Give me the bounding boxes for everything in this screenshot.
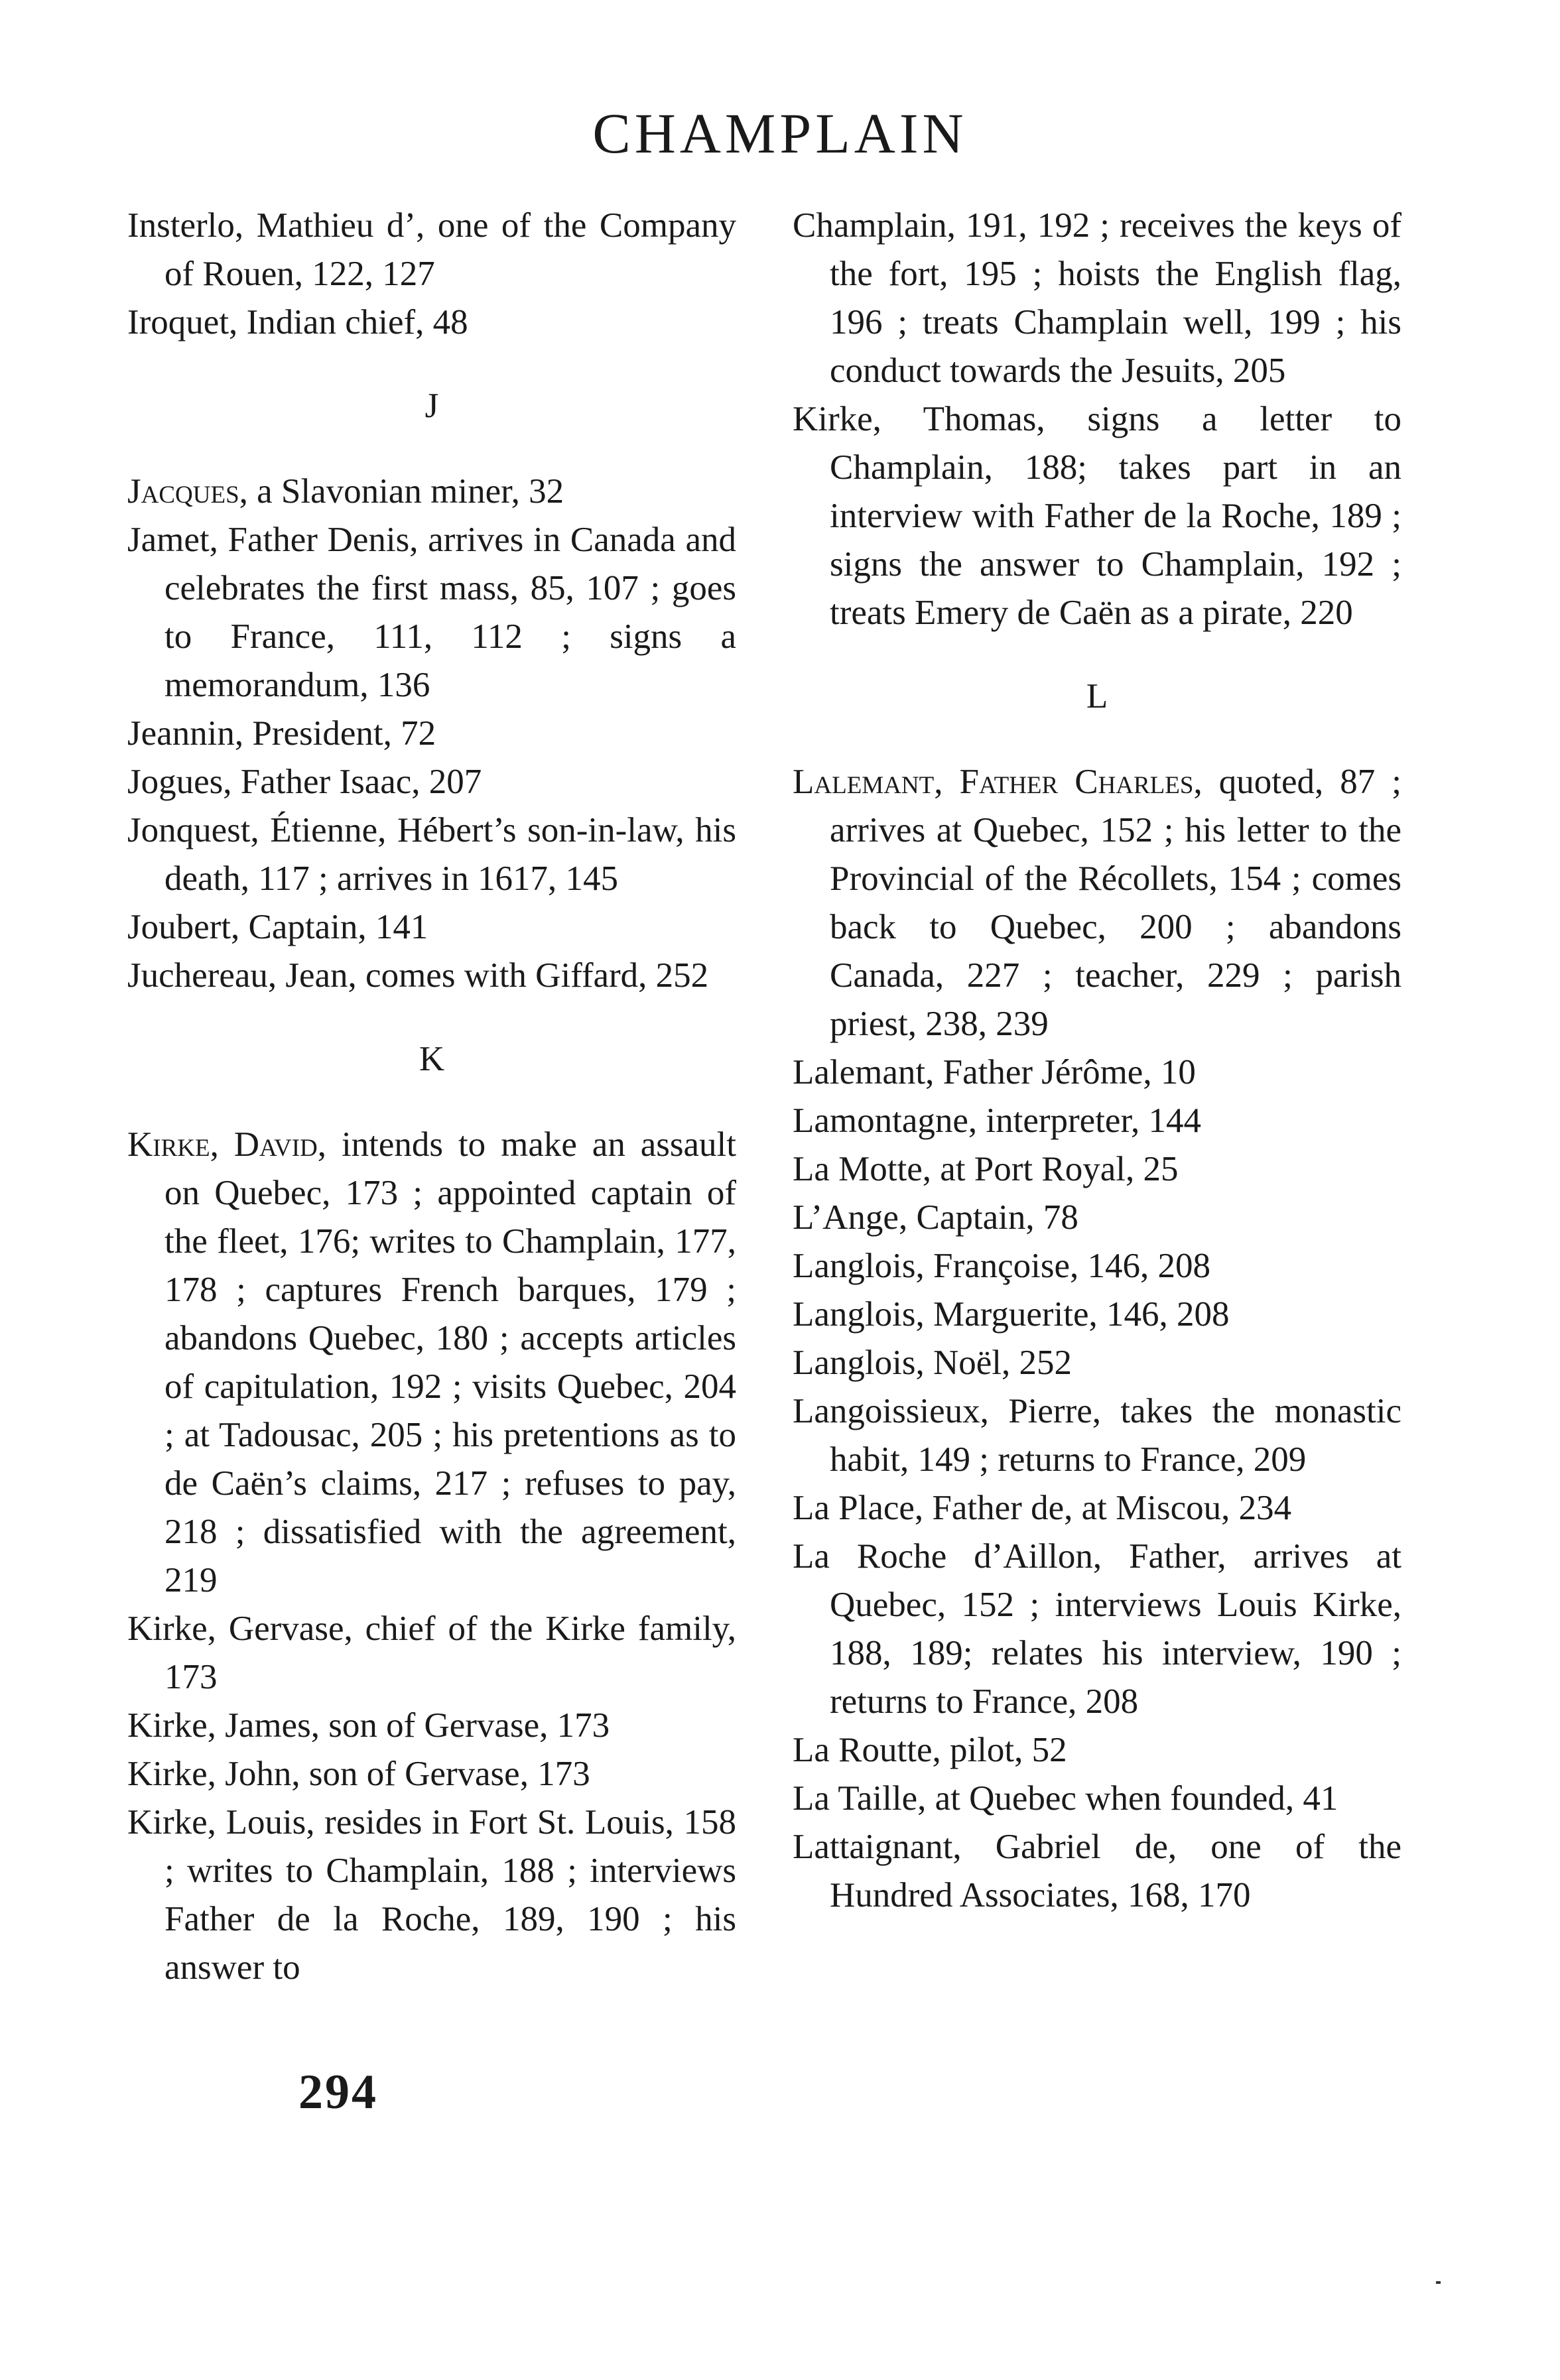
index-entry [793, 1145, 1401, 1194]
index-entry [127, 516, 736, 710]
index-entry [127, 298, 736, 347]
index-entry [127, 806, 736, 903]
index-entry [793, 1097, 1401, 1145]
index-entry [793, 1726, 1401, 1775]
index-entry [127, 1605, 736, 1702]
entry-headword: Kirke, [127, 1706, 216, 1745]
entry-text: Indian chief, 48 [237, 303, 468, 342]
entry-headword: Iroquet, [127, 303, 238, 342]
index-entry [127, 1121, 736, 1605]
entry-headword: Jogues, [127, 763, 232, 801]
entry-headword: Langoissieux, [793, 1392, 989, 1430]
index-entry [127, 468, 736, 516]
entry-headword: Jonquest, [127, 811, 259, 849]
entry-text: Louis, resides in Fort St. Louis, 158 ; writes to Champlain, 188 ; interviews Father de la Roche, 189, 190 ; his answer to [164, 1803, 736, 1987]
entry-text: Gabriel de, one of the Hundred Associates, 168, 170 [830, 1828, 1401, 1914]
entry-headword: Juchereau, [127, 956, 277, 995]
entry-text: Captain, 141 [239, 908, 428, 946]
entry-text: Mathieu d’, one of the Company of Rouen, 122, 127 [164, 206, 736, 293]
entry-text: Father Denis, arrives in Canada and celebrates the first mass, 85, 107 ; goes to France, 111, 112 ; signs a memorandum, 136 [164, 521, 736, 704]
entry-headword: Jacques, [127, 472, 248, 511]
index-entry [793, 395, 1401, 637]
entry-text: Françoise, 146, 208 [924, 1247, 1211, 1285]
index-entry [127, 1798, 736, 1992]
index-entry [793, 1533, 1401, 1726]
entry-headword: La Routte, [793, 1731, 941, 1769]
entry-headword: Lalemant, [793, 1053, 935, 1092]
entry-text: Noël, 252 [924, 1344, 1072, 1382]
entry-headword: L’Ange, [793, 1198, 908, 1237]
entry-text: Father Isaac, 207 [231, 763, 482, 801]
entry-text: quoted, 87 ; arrives at Quebec, 152 ; his letter to the Provincial of the Récollets, 154 ; comes back to Quebec, 200 ; abandons Canada, 227 ; teacher, 229 ; parish priest, 238, 239 [830, 763, 1401, 1043]
entry-headword: Jeannin, [127, 714, 244, 753]
page-number: 294 [298, 2065, 378, 2119]
letter-heading: J [424, 387, 439, 425]
index-entry [127, 710, 736, 758]
index-entry [127, 1750, 736, 1798]
entry-headword: Kirke, [127, 1755, 216, 1793]
entry-text: pilot, 52 [941, 1731, 1067, 1769]
entry-headword: Lattaignant, [793, 1828, 962, 1866]
entry-text: at Quebec when founded, 41 [926, 1779, 1338, 1818]
entry-headword: Langlois, [793, 1344, 925, 1382]
index-entry [127, 202, 736, 298]
letter-heading: L [1086, 677, 1108, 716]
index-entry-continuation [793, 202, 1401, 395]
entry-headword: Kirke, [127, 1803, 216, 1842]
entry-headword: La Taille, [793, 1779, 927, 1818]
index-column-right [793, 202, 1401, 1920]
index-entry [793, 1290, 1401, 1339]
index-entry [793, 1339, 1401, 1387]
entry-headword: Jamet, [127, 521, 218, 559]
entry-text: James, son of Gervase, 173 [216, 1706, 610, 1745]
entry-text: Thomas, signs a letter to Champlain, 188; takes part in an interview with Father de la Roche, 189 ; signs the answer to Champlain, 192 ; treats Emery de Caën as a pirate, 220 [830, 400, 1401, 632]
letter-heading: K [419, 1040, 445, 1078]
entry-headword: Langlois, [793, 1295, 925, 1334]
index-entry [127, 758, 736, 806]
entry-headword: Joubert, [127, 908, 240, 946]
entry-text: Father, arrives at Quebec, 152 ; interviews Louis Kirke, 188, 189; relates his interview, 190 ; returns to France, 208 [830, 1537, 1401, 1721]
entry-text: Jean, comes with Giffard, 252 [277, 956, 709, 995]
entry-headword: La Motte, [793, 1150, 931, 1188]
entry-text: Champlain, 191, 192 ; receives the keys of the fort, 195 ; hoists the English flag, 196 ; treats Champlain well, 199 ; his conduct towards the Jesuits, 205 [793, 206, 1401, 390]
entry-headword: Kirke, [793, 400, 881, 438]
entry-text: Pierre, takes the monastic habit, 149 ; returns to France, 209 [830, 1392, 1401, 1479]
index-entry [793, 1242, 1401, 1290]
entry-text: Father de, at Miscou, 234 [923, 1489, 1292, 1527]
index-entry [127, 952, 736, 1000]
entry-headword: Lalemant, Father Charles, [793, 763, 1202, 801]
index-entry [127, 1702, 736, 1750]
entry-headword: Langlois, [793, 1247, 925, 1285]
entry-text: intends to make an assault on Quebec, 173 ; appointed captain of the fleet, 176; writes to Champlain, 177, 178 ; captures French barques, 179 ; abandons Quebec, 180 ; accepts articles of capitulation, 192 ; visits Quebec, 204 ; at Tadousac, 205 ; his pretentions as to de Caën’s claims, 217 ; refuses to pay, 218 ; dissatisfied with the agreement, 219 [164, 1125, 736, 1599]
index-entry [793, 758, 1401, 1048]
entry-text: John, son of Gervase, 173 [216, 1755, 590, 1793]
index-column-left [127, 202, 736, 1992]
entry-headword: Kirke, David, [127, 1125, 327, 1164]
entry-headword: La Roche d’Aillon, [793, 1537, 1102, 1576]
entry-text: interpreter, 144 [977, 1101, 1201, 1140]
index-entry [793, 1048, 1401, 1097]
entry-text: Gervase, chief of the Kirke family, 173 [164, 1609, 736, 1696]
entry-headword: Lamontagne, [793, 1101, 978, 1140]
index-entry [793, 1823, 1401, 1920]
index-entry [793, 1775, 1401, 1823]
entry-text: a Slavonian miner, 32 [247, 472, 564, 511]
entry-headword: La Place, [793, 1489, 924, 1527]
entry-text: Étienne, Hébert’s son-in-law, his death, 117 ; arrives in 1617, 145 [164, 811, 736, 898]
entry-headword: Insterlo, [127, 206, 244, 245]
index-entry [127, 903, 736, 952]
page-title: CHAMPLAIN [592, 101, 968, 165]
entry-text: at Port Royal, 25 [931, 1150, 1179, 1188]
stray-ink-mark [1436, 2281, 1441, 2284]
index-entry [793, 1387, 1401, 1484]
entry-text: Marguerite, 146, 208 [924, 1295, 1230, 1334]
entry-text: Captain, 78 [907, 1198, 1078, 1237]
entry-text: Father Jérôme, 10 [934, 1053, 1196, 1092]
entry-text: President, 72 [243, 714, 436, 753]
index-entry [793, 1484, 1401, 1533]
index-entry [793, 1194, 1401, 1242]
entry-headword: Kirke, [127, 1609, 216, 1648]
